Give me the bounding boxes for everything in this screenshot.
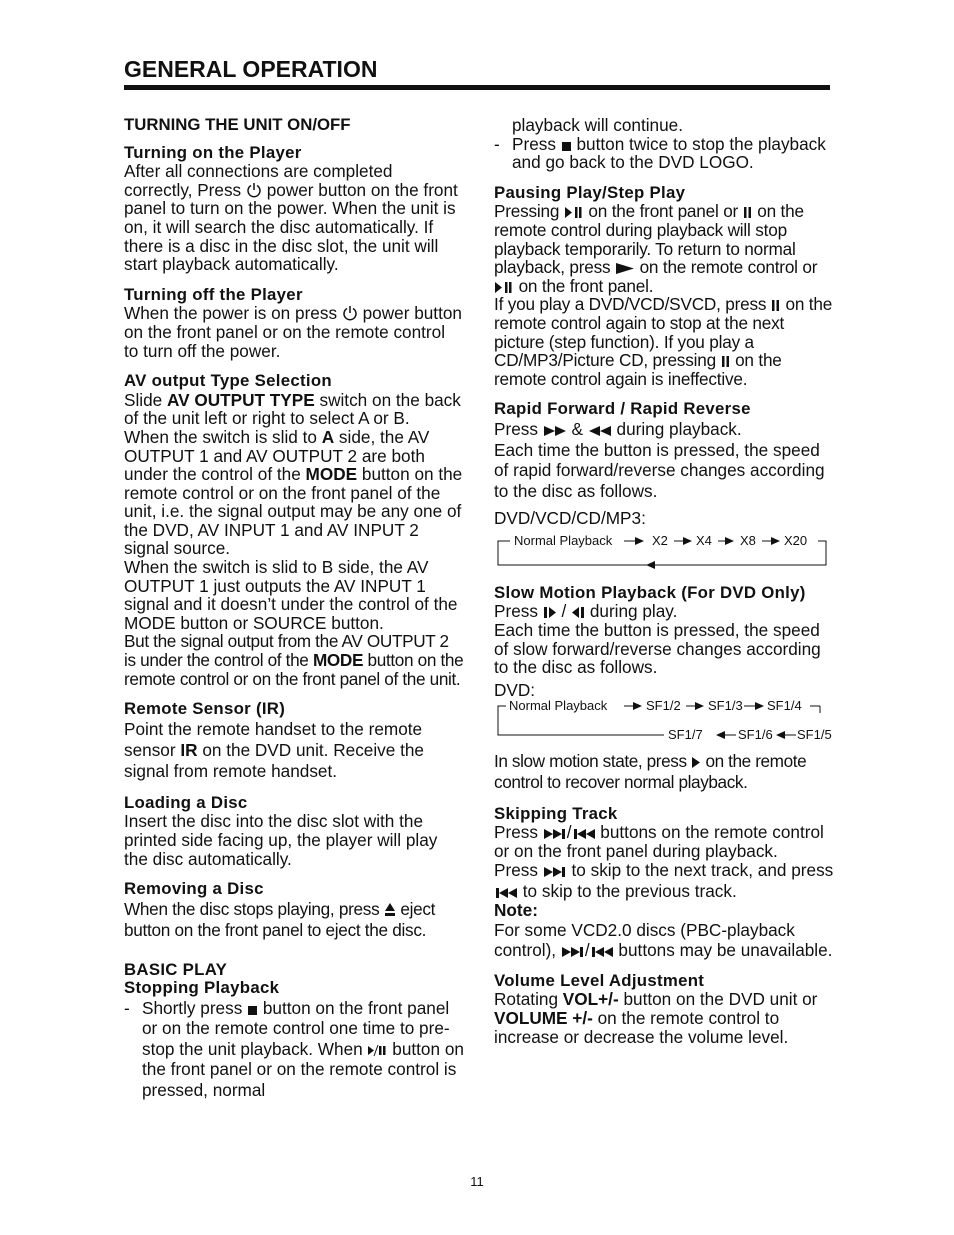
text-bold: IR (180, 739, 198, 760)
text: buttons on the remote control or on the front panel during playback. (494, 822, 824, 861)
paragraph-skip-1: Press / buttons on the remote control or on the front panel during playback. (494, 822, 824, 861)
heading-removing-disc: Removing a Disc (124, 879, 264, 899)
text: Slide (124, 389, 167, 410)
text-bold: VOLUME +/- (494, 1008, 593, 1028)
text: Press (494, 860, 543, 881)
section-remote-sensor (124, 700, 464, 782)
heading-stopping-playback: Stopping Playback (124, 978, 280, 998)
text: When the power is on press (124, 303, 342, 324)
diagram-label-x8: X8 (740, 532, 756, 548)
label-rapid-discs: DVD/VCD/CD/MP3: (494, 508, 646, 529)
section-basic-play (124, 961, 464, 1100)
play-icon (691, 756, 701, 769)
paragraph-slow-1 (494, 602, 834, 621)
text: during playback. (611, 418, 742, 439)
pause-icon (743, 206, 753, 219)
paragraph-av-1 (124, 391, 464, 428)
rapid-speed-diagram (494, 528, 834, 578)
text: to skip to the next track, and press (566, 860, 834, 881)
diagram-label-sf17: SF1/7 (668, 727, 703, 743)
paragraph-loading-disc: Insert the disc into the disc slot with the printed side facing up, the player will play the disc automatically. (124, 811, 438, 869)
text-bold: AV OUTPUT TYPE (167, 389, 315, 410)
text: on the front panel or (583, 201, 743, 222)
text: to skip to the previous track. (518, 880, 737, 901)
text: Press (512, 133, 561, 154)
next-track-icon (543, 828, 567, 840)
text: Press (494, 822, 543, 843)
paragraph-rapid-1 (494, 419, 834, 440)
previous-track-icon (590, 946, 614, 958)
diagram-label-sf14: SF1/4 (767, 698, 802, 714)
pause-icon (721, 355, 731, 368)
play-pause-icon (494, 281, 514, 294)
heading-loading-disc: Loading a Disc (124, 792, 248, 812)
text: After all connections are completed correctly, Press (124, 161, 393, 200)
text: on the front panel. (514, 275, 654, 296)
heading-volume: Volume Level Adjustment (494, 970, 705, 990)
page-title: GENERAL OPERATION (124, 56, 378, 82)
slow-reverse-icon (571, 606, 585, 619)
section-loading-disc (124, 794, 464, 868)
text-bold: A (321, 426, 335, 447)
stop-icon (247, 1005, 258, 1016)
text: side, the AV OUTPUT 1 and AV OUTPUT 2 are both under the control of the (124, 426, 430, 485)
heading-pause: Pausing Play/Step Play (494, 182, 686, 202)
next-track-icon (561, 946, 585, 958)
text: button on the remote control or on the front panel of the unit. (124, 650, 464, 689)
paragraph-turning-on (124, 162, 464, 274)
text: button on the remote control or on the front panel of the unit, i.e. the signal output may be any one of the DVD, AV INPUT 1 and AV INPUT 2 signal source. (124, 464, 463, 559)
heading-basic-play: BASIC PLAY (124, 959, 228, 979)
pause-icon (771, 299, 781, 312)
paragraph-pause-2 (494, 295, 834, 388)
text: For some VCD2.0 discs (PBC-playback control), (494, 919, 795, 960)
text: Press (494, 601, 543, 622)
heading-turning-off: Turning off the Player (124, 284, 303, 304)
diagram-label-sf13: SF1/3 (708, 698, 743, 714)
diagram-label-normal: Normal Playback (509, 698, 608, 714)
section-turning-on (124, 144, 464, 274)
power-icon (342, 305, 358, 321)
text: When the switch is slid to (124, 426, 322, 447)
diagram-label-normal: Normal Playback (514, 532, 613, 548)
slow-speed-diagram (494, 699, 834, 751)
text: Point the remote handset to the remote sensor (124, 718, 423, 760)
text: on the remote control to increase or decrease the volume level. (494, 1008, 789, 1047)
stop-icon (561, 141, 572, 152)
fast-forward-icon (543, 425, 567, 437)
section-removing-disc (124, 880, 464, 941)
section-title-turning: TURNING THE UNIT ON/OFF (124, 115, 351, 134)
text: on the remote control to recover normal playback. (494, 751, 807, 793)
text: power button on the front panel or on the remote control to turn off the power. (124, 303, 462, 361)
heading-skipping: Skipping Track (494, 803, 618, 823)
previous-track-icon (494, 887, 518, 899)
text: switch on the back of the unit left or right to select A or B. (124, 389, 461, 429)
diagram-label-x4: X4 (696, 532, 712, 548)
page-number: 11 (470, 1174, 484, 1189)
paragraph-skip-2 (494, 860, 834, 901)
text: on the remote control again to stop at the next picture (step function). If you play a CD/MP3/Picture CD, pressing (494, 294, 833, 371)
text: Press (494, 418, 543, 439)
paragraph-av-3: When the switch is slid to B side, the AV OUTPUT 1 just outputs the AV INPUT 1 signal and it doesn’t under the control of the MODE button or SOURCE button. (124, 557, 458, 633)
label-slow-dvd: DVD: (494, 679, 536, 700)
text: on the remote control again is ineffective. (494, 350, 782, 389)
dash: - (494, 133, 500, 154)
text: In slow motion state, press (494, 751, 692, 772)
paragraph-note: For some VCD2.0 discs (PBC-playback control), / buttons may be unavailable. (494, 919, 833, 960)
dash: - (124, 997, 130, 1018)
text: button on the front panel or on the remote control one time to pre-stop the unit playback. When (142, 997, 450, 1059)
paragraph-turning-off (124, 304, 464, 360)
section-pause (494, 184, 834, 389)
heading-turning-on: Turning on the Player (124, 142, 302, 162)
text: during play. (585, 601, 678, 622)
heading-slow-motion: Slow Motion Playback (For DVD Only) (494, 582, 806, 602)
note-title: Note: (494, 900, 538, 921)
play-pause-icon (367, 1044, 387, 1057)
text: If you play a DVD/VCD/SVCD, press (494, 294, 771, 315)
slow-forward-icon (543, 606, 557, 619)
text-bold: MODE (305, 464, 358, 485)
text: / (556, 601, 572, 622)
previous-track-icon (572, 828, 596, 840)
fast-reverse-icon (588, 425, 612, 437)
heading-remote-sensor: Remote Sensor (IR) (124, 699, 286, 719)
paragraph-removing-disc (124, 899, 464, 941)
text: When the disc stops playing, press (124, 898, 384, 919)
next-track-icon (543, 866, 567, 878)
text: Shortly press (142, 997, 248, 1018)
paragraph-rapid-2: Each time the button is pressed, the speed of rapid forward/reverse changes according to the disc as follows. (494, 439, 825, 501)
section-av-output (124, 372, 464, 688)
power-icon (246, 182, 262, 198)
section-slow-motion (494, 584, 834, 793)
text: eject button on the front panel to eject the disc. (124, 898, 436, 940)
list-item-stop-twice (494, 135, 834, 172)
text: on the remote control during playback will stop playback temporarily. To return to normal playback, press (494, 201, 804, 278)
header-rule (124, 85, 830, 90)
diagram-label-sf16: SF1/6 (738, 727, 773, 743)
text: buttons may be unavailable. (613, 939, 833, 960)
left-column (124, 116, 464, 1112)
paragraph-slow-2: Each time the button is pressed, the speed of slow forward/reverse changes according to the disc as follows. (494, 620, 821, 678)
text: button on the DVD unit or (618, 989, 818, 1010)
section-rapid (494, 400, 834, 578)
heading-av-output: AV output Type Selection (124, 371, 332, 391)
diagram-label-sf15: SF1/5 (797, 727, 832, 743)
section-stop-continued (494, 116, 834, 172)
section-turning-off (124, 286, 464, 360)
paragraph-av-4 (124, 632, 464, 688)
text: button on the front panel or on the remote control is pressed, normal (142, 1038, 464, 1100)
text-bold: VOL+/- (562, 989, 619, 1010)
section-volume (494, 972, 834, 1046)
text: Pressing (494, 201, 564, 222)
right-column (494, 116, 834, 1058)
text: But the signal output from the AV OUTPUT 2 is under the control of the (124, 631, 449, 671)
text-bold: MODE (312, 650, 364, 671)
paragraph-volume (494, 990, 834, 1046)
text: on the remote control or (635, 257, 818, 278)
text: & (566, 418, 588, 439)
paragraph-pause-1 (494, 202, 834, 295)
eject-icon (384, 902, 396, 917)
text: button twice to stop the playback and go back to the DVD LOGO. (512, 133, 826, 173)
text: power button on the front panel to turn on the power. When the unit is on, it will search the disc automatically. If there is a disc in the disc slot, the unit will start playback automatically. (124, 179, 458, 275)
paragraph-remote-sensor (124, 719, 464, 782)
section-skipping (494, 805, 834, 960)
text: on the DVD unit. Receive the signal from remote handset. (124, 739, 424, 781)
play-pause-icon (564, 206, 584, 219)
paragraph-slow-3 (494, 751, 834, 792)
paragraph-av-2 (124, 428, 464, 558)
list-item-stop (124, 998, 464, 1100)
heading-rapid: Rapid Forward / Rapid Reverse (494, 399, 751, 419)
diagram-label-x2: X2 (652, 532, 668, 548)
diagram-label-x20: X20 (784, 532, 808, 548)
text: Rotating (494, 989, 563, 1010)
play-icon (615, 262, 635, 275)
paragraph-continue: playback will continue. (512, 115, 684, 135)
diagram-label-sf12: SF1/2 (646, 698, 681, 714)
